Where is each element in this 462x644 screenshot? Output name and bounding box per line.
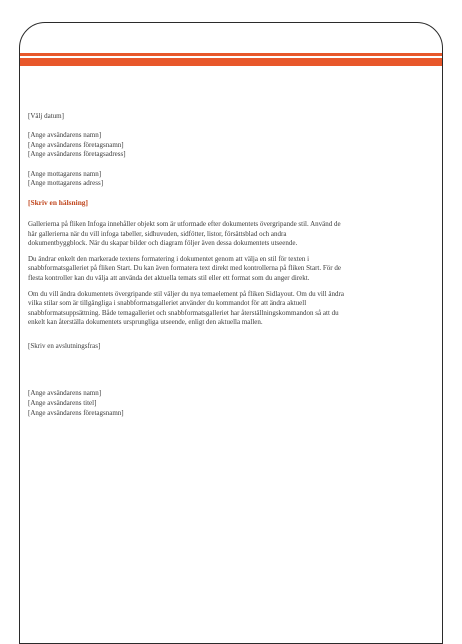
closing-field[interactable]: [Skriv en avslutningsfras] <box>28 341 101 350</box>
date-block <box>28 112 424 122</box>
paragraph-line: snabbformatsgalleriet på fliken Start. Du kan även formatera text direkt med kontrollerna på fliken Start. För de <box>28 264 341 273</box>
paragraph-line: dokumentbyggblock. När du skapar bilder och diagram följer även dessa dokumentets utseende. <box>28 239 298 248</box>
recipient-address-field[interactable]: [Ange mottagarens adress] <box>28 179 104 188</box>
signature-block <box>28 389 424 418</box>
body-paragraph-3 <box>28 290 424 328</box>
body-paragraph-1 <box>28 220 424 249</box>
body-paragraph-2 <box>28 255 424 284</box>
signature-title-field[interactable]: [Ange avsändarens titel] <box>28 399 97 408</box>
recipient-block <box>28 170 424 189</box>
paragraph-line: vilka stilar som är tillgängliga i snabbformatsgalleriet använder du kommandot för att ändra aktuell <box>28 299 307 308</box>
paragraph-line: snabbformatsuppsättning. Både temagalleriet och snabbformatsgalleriet har återställningskommandon så att du <box>28 308 339 317</box>
sender-block <box>28 131 424 160</box>
sender-name-field[interactable]: [Ange avsändarens namn] <box>28 131 102 140</box>
signature-name-field[interactable]: [Ange avsändarens namn] <box>28 389 102 398</box>
date-field[interactable]: [Välj datum] <box>28 112 64 120</box>
sender-address-field[interactable]: [Ange avsändarens företagsadress] <box>28 150 126 159</box>
letter-body <box>28 112 424 428</box>
paragraph-line: flesta kontroller kan du välja att använda det aktuella temats stil eller ett format som du anger direkt. <box>28 273 310 282</box>
signature-company-field[interactable]: [Ange avsändarens företagsnamn] <box>28 408 124 417</box>
paragraph-line: Gallerierna på fliken Infoga innehåller objekt som är utformade efter dokumentets övergripande stil. Använd de <box>28 219 341 228</box>
closing-block <box>28 342 424 352</box>
paragraph-line: här gallerierna när du vill infoga tabeller, sidhuvuden, sidfötter, listor, försättsblad och andra <box>28 229 287 238</box>
sender-company-field[interactable]: [Ange avsändarens företagsnamn] <box>28 140 124 149</box>
paragraph-line: enkelt kan återställa dokumentets ursprungliga utseende, enligt den aktuella mallen. <box>28 318 263 327</box>
paragraph-line: Om du vill ändra dokumentets övergripande stil väljer du nya temaelement på fliken Sidlayout. Om du vill ändra <box>28 289 344 298</box>
paragraph-line: Du ändrar enkelt den markerade textens formatering i dokumentet genom att välja en stil för texten i <box>28 254 310 263</box>
recipient-name-field[interactable]: [Ange mottagarens namn] <box>28 169 102 178</box>
header-accent-bar <box>20 58 442 66</box>
salutation-field[interactable]: [Skriv en hälsning] <box>28 198 88 208</box>
letter-page <box>19 22 443 644</box>
header-accent-line <box>20 53 442 56</box>
